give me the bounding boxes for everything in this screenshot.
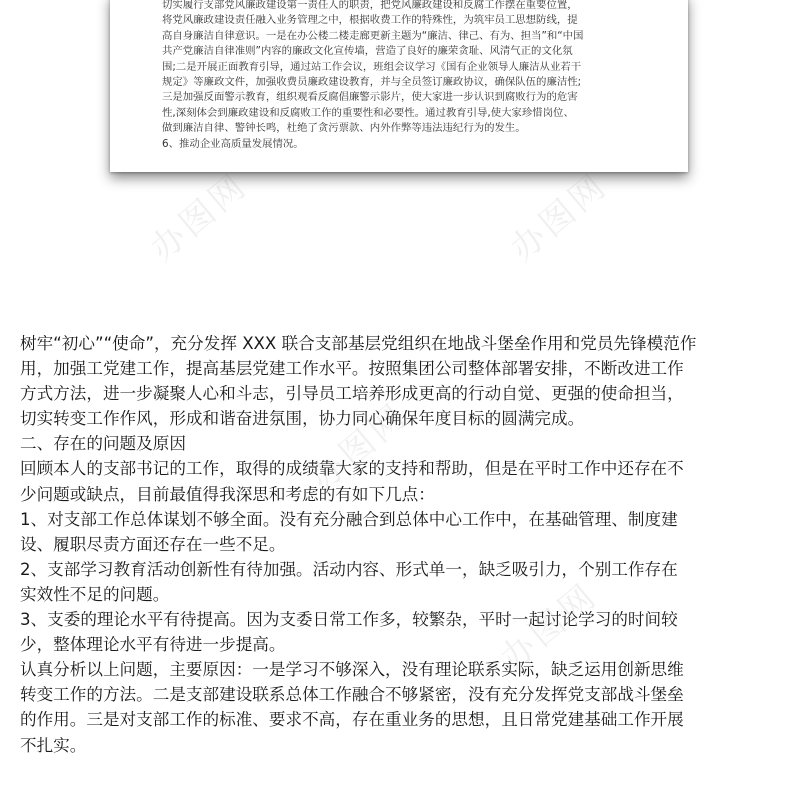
watermark: 办图网 — [142, 165, 256, 270]
preview-line: 切实履行支部党风廉政建设第一责任人的职责，把党风廉政建设和反腐工作摆在重要位置， — [162, 0, 578, 11]
body-line: 用，加强工党建工作，提高基层党建工作水平。按照集团公司整体部署安排，不断改进工作 — [20, 359, 684, 379]
preview-line: 规定》等廉政文件，加强收费员廉政建设教育，并与全员签订廉政协议，确保队伍的廉洁性; — [162, 76, 582, 89]
preview-line: 将党风廉政建设责任融入业务管理之中，根据收费工作的特殊性，为筑牢员工思想防线，提 — [162, 14, 578, 27]
body-line: 2、支部学习教育活动创新性有待加强。活动内容、形式单一，缺乏吸引力，个别工作存在 — [20, 559, 678, 579]
body-line: 方式方法，进一步凝聚人心和斗志，引导员工培养形成更高的行动自觉、更强的使命担当， — [20, 384, 684, 404]
body-line: 少问题或缺点，目前最值得我深思和考虑的有如下几点： — [20, 484, 435, 504]
body-line: 3、支委的理论水平有待提高。因为支委日常工作多，较繁杂，平时一起讨论学习的时间较 — [20, 610, 678, 630]
preview-line: 6、推动企业高质量发展情况。 — [162, 137, 304, 150]
body-line: 实效性不足的问题。 — [20, 584, 170, 604]
body-line: 转变工作的方法。二是支部建设联系总体工作融合不够紧密，没有充分发挥党支部战斗堡垒 — [20, 685, 684, 705]
watermark: 办图网 — [302, 395, 416, 500]
preview-line: 共产党廉洁自律准则”内容的廉政文化宣传墙，营造了良好的廉荣贪耻、风清气正的文化氛 — [162, 45, 573, 58]
preview-line: 三是加强反面警示教育，组织观看反腐倡廉警示影片，使大家进一步认识到腐败行为的危害 — [162, 91, 578, 104]
body-line: 的作用。三是对支部工作的标准、要求不高，存在重业务的思想，且日常党建基础工作开展 — [20, 710, 684, 730]
preview-line: 做到廉洁自律、警钟长鸣，杜绝了贪污票款、内外作弊等违法违纪行为的发生。 — [162, 122, 526, 135]
preview-line: 围;二是开展正面教育引导，通过站工作会议，班组会议学习《国有企业领导人廉洁从业若干 — [162, 60, 582, 73]
body-line: 认真分析以上问题，主要原因：一是学习不够深入，没有理论联系实际，缺乏运用创新思维 — [20, 660, 684, 680]
body-line: 树牢“初心”“使命”，充分发挥 XXX 联合支部基层党组织在地战斗堡垒作用和党员先锋模范作 — [20, 334, 697, 353]
body-line: 少，整体理论水平有待进一步提高。 — [20, 635, 286, 655]
document-preview-card — [110, 0, 688, 172]
watermark: 办图网 — [502, 165, 616, 270]
preview-text — [162, 0, 642, 152]
body-line: 设、履职尽责方面还存在一些不足。 — [20, 534, 286, 554]
document-body — [20, 331, 790, 758]
preview-line: 高自身廉洁自律意识。一是在办公楼二楼走廊更新主题为“廉洁、律己、有为、担当”和“中国 — [162, 29, 584, 42]
body-line: 回顾本人的支部书记的工作，取得的成绩靠大家的支持和帮助，但是在平时工作中还存在不 — [20, 459, 684, 479]
watermark: 办图网 — [492, 575, 606, 680]
section-heading: 二、存在的问题及原因 — [20, 434, 186, 454]
body-line: 不扎实。 — [20, 735, 87, 755]
body-line: 1、对支部工作总体谋划不够全面。没有充分融合到总体中心工作中，在基础管理、制度建 — [20, 509, 678, 529]
preview-line: 性,深刻体会到廉政建设和反腐败工作的重要性和必要性。通过教育引导,使大家珍惜岗位、 — [162, 106, 574, 119]
body-line: 切实转变工作作风，形成和谐奋进氛围，协力同心确保年度目标的圆满完成。 — [20, 409, 585, 429]
